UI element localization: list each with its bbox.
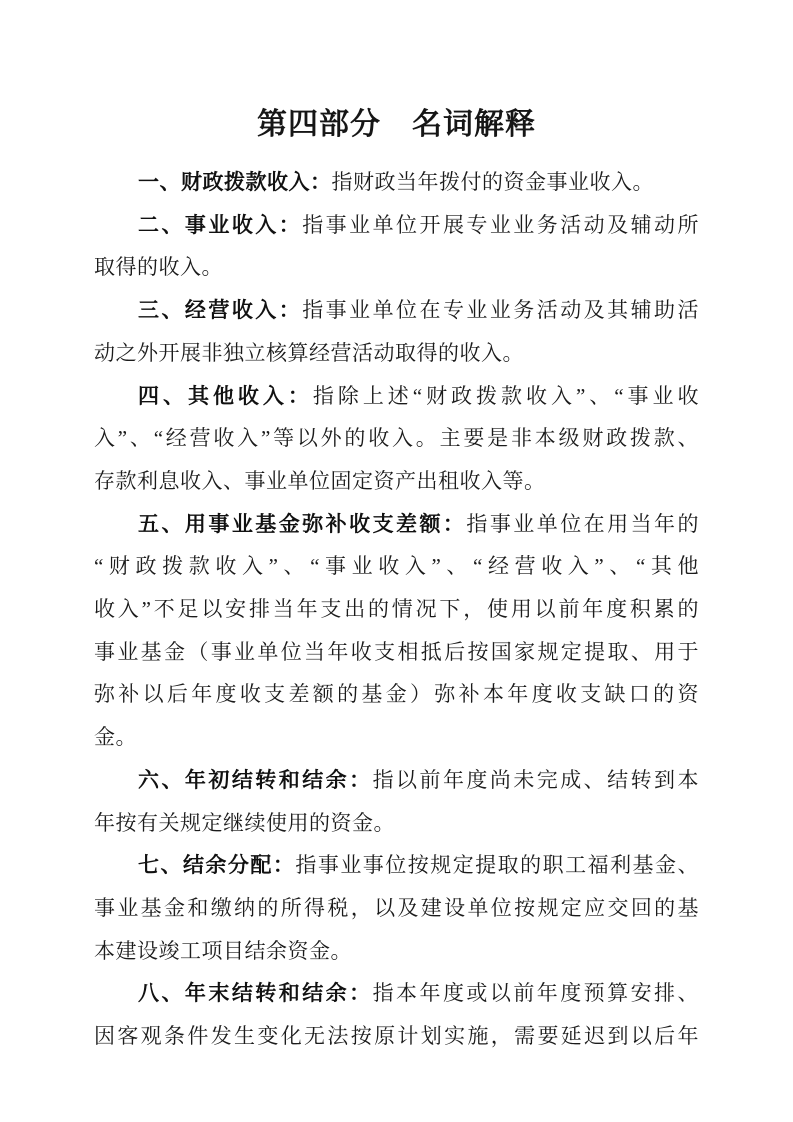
definition-paragraph <box>94 161 699 204</box>
definition-paragraph <box>94 204 699 289</box>
definition-paragraph <box>94 759 699 844</box>
definition-text: 指本年度或以前年度预算安排、 <box>372 981 700 1006</box>
term-label: 三、经营收入： <box>138 298 303 323</box>
text-line <box>94 545 699 588</box>
definition-paragraph <box>94 289 699 374</box>
definition-text: 指财政当年拨付的资金事业收入。 <box>331 170 654 194</box>
text-line <box>94 759 699 802</box>
text-line <box>94 375 699 418</box>
text-line <box>94 887 699 930</box>
text-line <box>94 204 699 247</box>
definitions <box>94 161 699 1058</box>
definition-text: 本建设竣工项目结余资金。 <box>94 938 352 963</box>
text-line <box>94 289 699 332</box>
definition-text: 金。 <box>94 725 137 750</box>
definition-text: 事业基金（事业单位当年收支相抵后按国家规定提取、用于 <box>94 639 699 664</box>
text-line <box>94 588 699 631</box>
definition-text: 指事业事位按规定提取的职工福利基金、 <box>295 853 700 878</box>
text-line <box>94 844 699 887</box>
term-label: 八、年末结转和结余： <box>138 981 373 1006</box>
page-title: 第四部分 名词解释 <box>257 108 536 141</box>
definition-text: 指事业单位在用当年的 <box>466 511 699 536</box>
definition-paragraph <box>94 844 699 972</box>
text-line <box>94 930 699 973</box>
definition-text: 入”、“经营收入”等以外的收入。主要是非本级财政拨款、 <box>94 426 699 451</box>
text-line <box>94 631 699 674</box>
definition-paragraph <box>94 375 699 503</box>
text-line <box>94 417 699 460</box>
definition-text: “财政拨款收入”、“事业收入”、“经营收入”、“其他 <box>94 554 699 579</box>
term-label: 四、其他收入： <box>138 383 313 408</box>
definition-text: 存款利息收入、事业单位固定资产出租收入等。 <box>94 468 546 493</box>
definition-text: 年按有关规定继续使用的资金。 <box>94 810 395 835</box>
text-line <box>94 1015 699 1058</box>
text-line <box>94 716 699 759</box>
definition-text: 指除上述“财政拨款收入”、“事业收 <box>312 383 699 408</box>
text-line <box>94 460 699 503</box>
text-line <box>94 503 699 546</box>
definition-text: 取得的收入。 <box>94 255 223 280</box>
text-line <box>94 246 699 289</box>
term-label: 一、财政拨款收入： <box>138 170 332 194</box>
term-label: 五、用事业基金弥补收支差额： <box>138 511 467 536</box>
definition-text: 因客观条件发生变化无法按原计划实施，需要延迟到以后年 <box>94 1024 699 1049</box>
text-line <box>94 161 699 204</box>
text-line <box>94 673 699 716</box>
text-line <box>94 332 699 375</box>
definition-paragraph <box>94 972 699 1057</box>
definition-text: 动之外开展非独立核算经营活动取得的收入。 <box>94 340 524 365</box>
term-label: 七、结余分配： <box>138 853 296 878</box>
definition-text: 事业基金和缴纳的所得税，以及建设单位按规定应交回的基 <box>94 895 699 920</box>
text-line <box>94 802 699 845</box>
text-line <box>94 972 699 1015</box>
term-label: 六、年初结转和结余： <box>138 767 373 792</box>
definition-text: 收入”不足以安排当年支出的情况下，使用以前年度积累的 <box>94 597 699 622</box>
definition-paragraph <box>94 503 699 759</box>
term-label: 二、事业收入： <box>138 212 303 237</box>
definition-text: 指以前年度尚未完成、结转到本 <box>372 767 700 792</box>
definition-text: 指事业单位开展专业业务活动及辅动所 <box>302 212 700 237</box>
definition-text: 指事业单位在专业业务活动及其辅助活 <box>302 298 700 323</box>
definition-text: 弥补以后年度收支差额的基金）弥补本年度收支缺口的资 <box>94 682 699 707</box>
